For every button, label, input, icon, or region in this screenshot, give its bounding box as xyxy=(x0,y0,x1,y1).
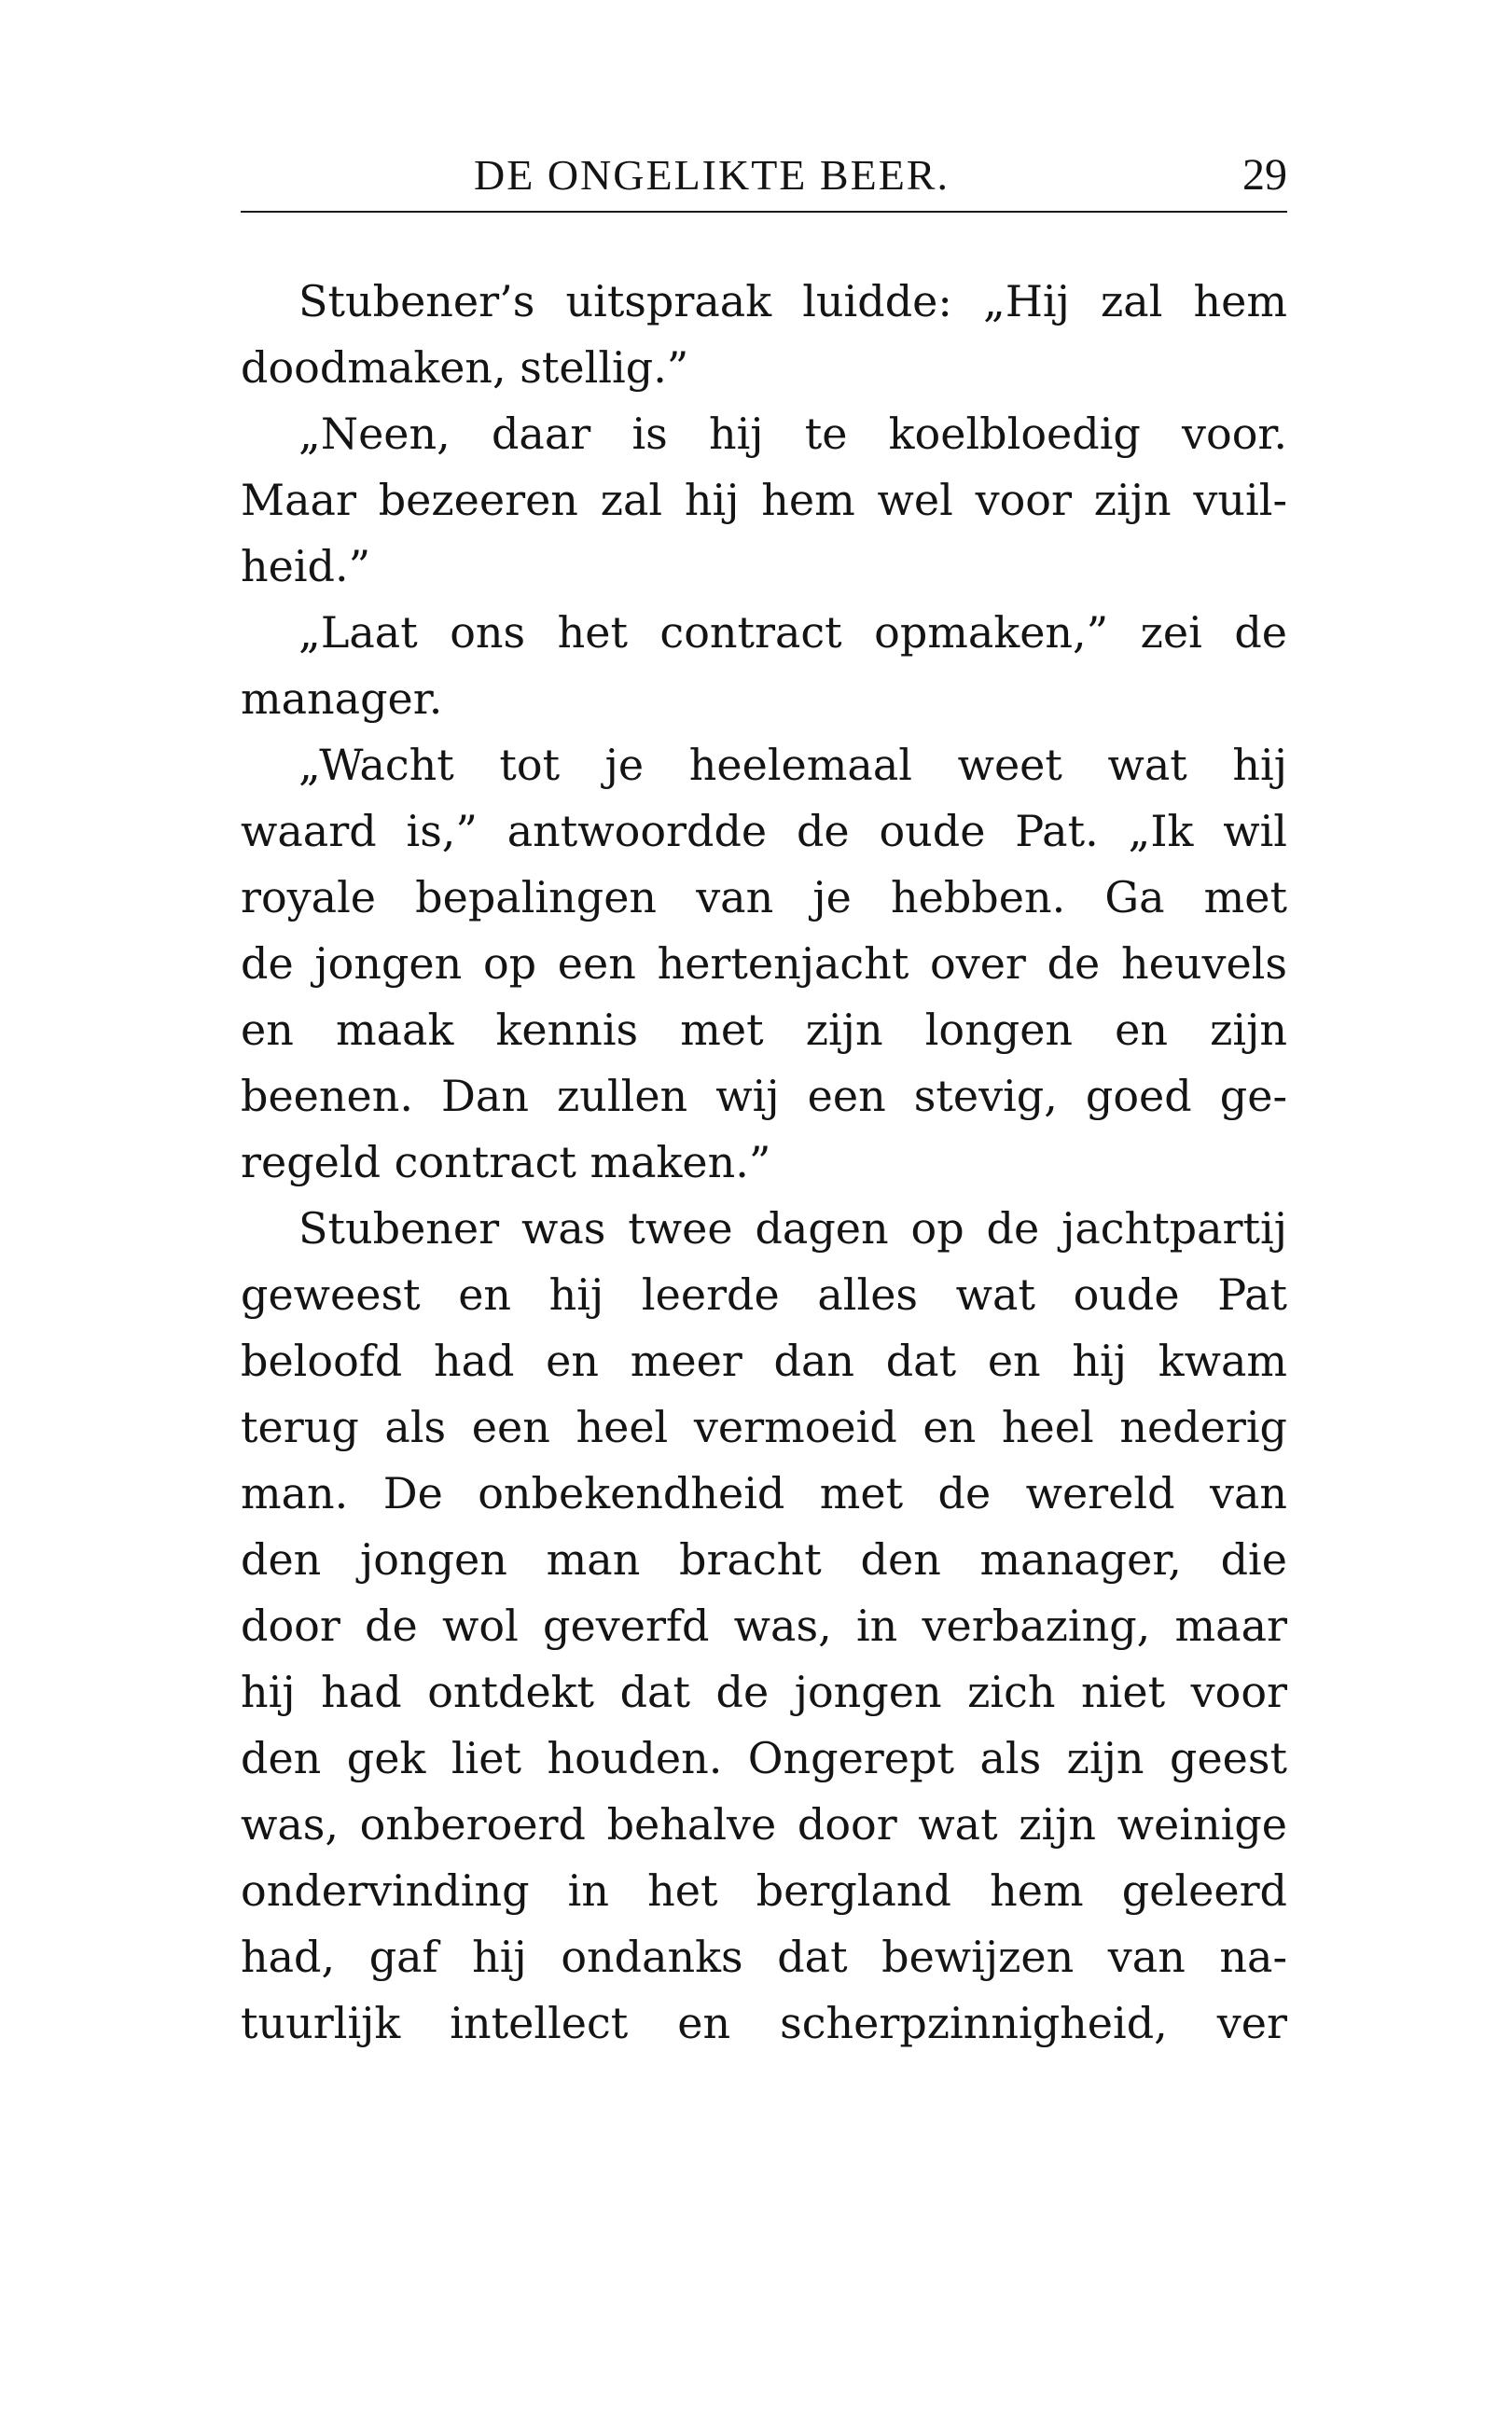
text-line: Stubener was twee dagen op de jachtpartij xyxy=(298,1203,1287,1254)
text-line: terug als een heel vermoeid en heel nederig xyxy=(241,1402,1287,1452)
header-rule xyxy=(241,211,1287,213)
text-line: hij had ontdekt dat de jongen zich niet voor xyxy=(241,1667,1287,1717)
text-line: royale bepalingen van je hebben. Ga met xyxy=(241,872,1287,922)
text-line: „Laat ons het contract opmaken,” zei de xyxy=(298,607,1287,658)
text-line: was, onberoerd behalve door wat zijn weinige xyxy=(241,1799,1287,1850)
text-line: waard is,” antwoordde de oude Pat. „Ik wil xyxy=(241,806,1287,856)
text-line: „Neen, daar is hij te koelbloedig voor. xyxy=(298,409,1287,459)
text-line: tuurlijk intellect en scherpzinnigheid, ver xyxy=(241,1998,1287,2048)
text-line: geweest en hij leerde alles wat oude Pat xyxy=(241,1269,1287,1320)
text-line: had, gaf hij ondanks dat bewijzen van na- xyxy=(241,1932,1287,1982)
body-text xyxy=(241,269,1287,2057)
text-line: Maar bezeeren zal hij hem wel voor zijn vuil- xyxy=(241,475,1287,525)
text-line: den gek liet houden. Ongerept als zijn geest xyxy=(241,1733,1287,1783)
text-line: beenen. Dan zullen wij een stevig, goed ge- xyxy=(241,1071,1287,1121)
text-line: heid.” xyxy=(241,541,371,591)
text-line: de jongen op een hertenjacht over de heuvels xyxy=(241,938,1287,989)
running-head xyxy=(241,138,1287,213)
text-line: regeld contract maken.” xyxy=(241,1137,771,1187)
text-line: man. De onbekendheid met de wereld van xyxy=(241,1468,1287,1518)
running-head-title: DE ONGELIKTE BEER. xyxy=(474,151,950,199)
page-number: 29 xyxy=(1242,150,1287,200)
text-line: manager. xyxy=(241,673,443,724)
text-line: „Wacht tot je heelemaal weet wat hij xyxy=(298,740,1287,790)
text-line: doodmaken, stellig.” xyxy=(241,342,689,393)
text-line: Stubener’s uitspraak luidde: „Hij zal hem xyxy=(298,276,1287,326)
text-line: beloofd had en meer dan dat en hij kwam xyxy=(241,1336,1287,1386)
text-line: door de wol geverfd was, in verbazing, maar xyxy=(241,1601,1287,1651)
text-line: en maak kennis met zijn longen en zijn xyxy=(241,1005,1287,1055)
text-line: ondervinding in het bergland hem geleerd xyxy=(241,1865,1287,1916)
text-line: den jongen man bracht den manager, die xyxy=(241,1534,1287,1585)
